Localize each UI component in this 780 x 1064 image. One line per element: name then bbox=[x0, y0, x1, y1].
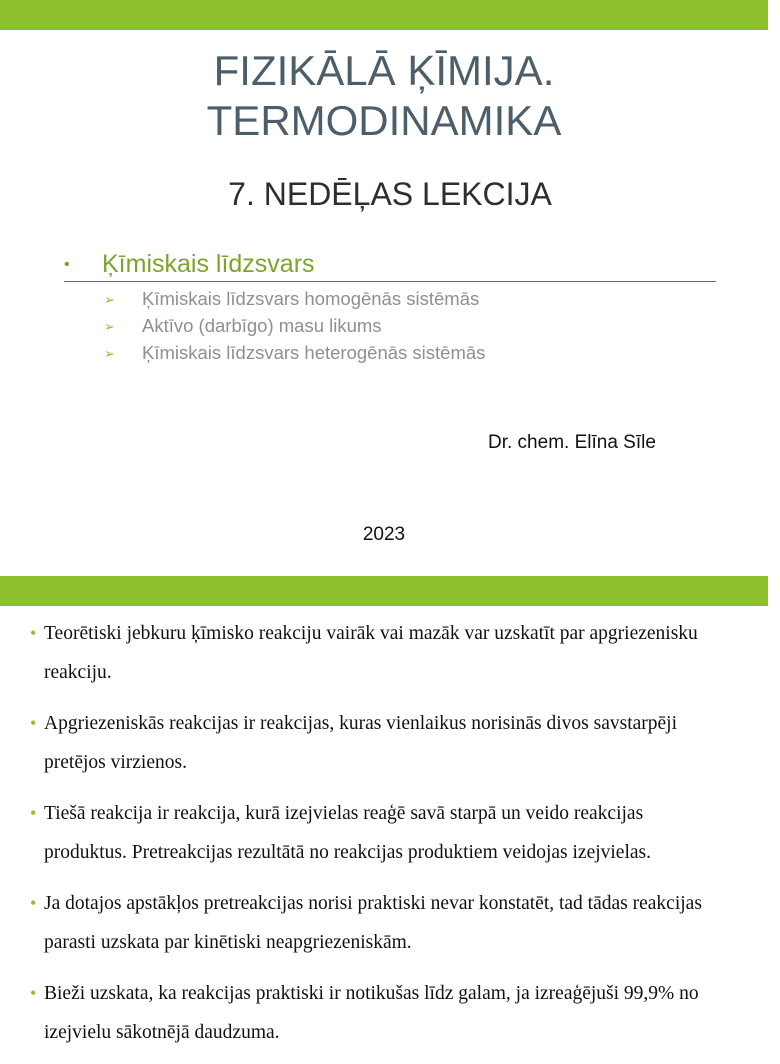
subtopic-list bbox=[104, 286, 485, 367]
list-item: • Bieži uzskata, ka reakcijas praktiski ir notikušas līdz galam, ja izreaģējuši 99,9% no izejvielu sākotnējā daudzuma. bbox=[30, 974, 730, 1052]
title-slide bbox=[0, 30, 768, 576]
author-name: Dr. chem. Elīna Sīle bbox=[488, 432, 656, 453]
top-accent-bar bbox=[0, 0, 768, 30]
title-line-1: FIZIKĀLĀ ĶĪMIJA. bbox=[213, 47, 555, 94]
bullet-icon: • bbox=[30, 713, 37, 733]
title-line-2: TERMODINAMIKA bbox=[206, 97, 562, 144]
list-item: • Ja dotajos apstākļos pretreakcijas norisi praktiski nevar konstatēt, tad tādas reakcijas parasti uzskata par kinētiski neapgriezeniskām. bbox=[30, 884, 730, 962]
content-bullet-list bbox=[30, 614, 730, 1064]
lecture-subtitle: 7. NEDĒĻAS LEKCIJA bbox=[228, 176, 552, 212]
topic-label: Ķīmiskais līdzsvars bbox=[102, 250, 315, 278]
list-item: • Teorētiski jebkuru ķīmisko reakciju vairāk vai mazāk var uzskatīt par apgriezenisku reakciju. bbox=[30, 614, 730, 692]
subtopic-item: ➢ Ķīmiskais līdzsvars homogēnās sistēmās bbox=[104, 286, 485, 313]
slide-title bbox=[0, 46, 768, 146]
subtopic-item: ➢ Aktīvo (darbīgo) masu likums bbox=[104, 313, 485, 340]
bullet-icon: • bbox=[64, 256, 70, 274]
bullet-icon: • bbox=[30, 803, 37, 823]
arrow-bullet-icon: ➢ bbox=[104, 319, 115, 335]
list-item: • Tiešā reakcija ir reakcija, kurā izejvielas reaģē savā starpā un veido reakcijas produktus. Pretreakcijas rezultātā no reakcijas produktiem veidojas izejvielas. bbox=[30, 794, 730, 872]
bullet-icon: • bbox=[30, 623, 37, 643]
subtopic-item: ➢ Ķīmiskais līdzsvars heterogēnās sistēmās bbox=[104, 340, 485, 367]
bullet-icon: • bbox=[30, 983, 37, 1003]
list-item: • Apgriezeniskās reakcijas ir reakcijas, kuras vienlaikus norisinās divos savstarpēji pretējos virzienos. bbox=[30, 704, 730, 782]
year-label: 2023 bbox=[362, 524, 406, 545]
bullet-icon: • bbox=[30, 893, 37, 913]
content-slide bbox=[0, 606, 768, 1043]
arrow-bullet-icon: ➢ bbox=[104, 346, 115, 362]
arrow-bullet-icon: ➢ bbox=[104, 292, 115, 308]
middle-accent-bar bbox=[0, 576, 768, 606]
topic-heading bbox=[64, 250, 716, 282]
